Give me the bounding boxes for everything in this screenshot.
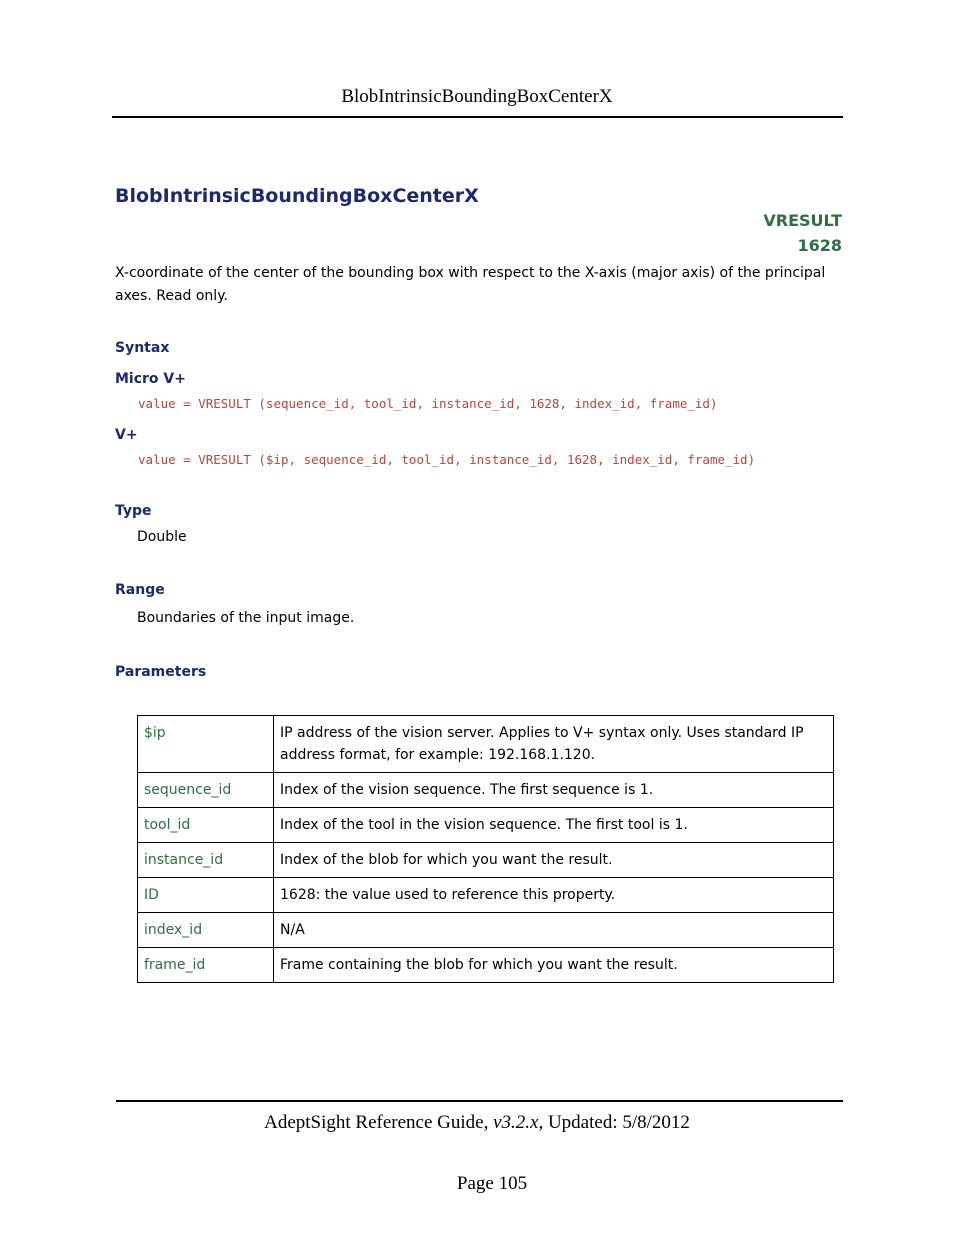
param-desc: Frame containing the blob for which you want the result. bbox=[274, 948, 834, 983]
type-heading: Type bbox=[115, 503, 152, 519]
table-row bbox=[138, 913, 834, 948]
footer-guide: AdeptSight Reference Guide bbox=[264, 1112, 484, 1133]
range-value: Boundaries of the input image. bbox=[137, 610, 355, 626]
param-name: ID bbox=[138, 878, 274, 913]
vplus-code: value = VRESULT ($ip, sequence_id, tool_id, instance_id, 1628, index_id, frame_id) bbox=[138, 452, 756, 467]
footer-version: , v3.2.x bbox=[483, 1112, 539, 1133]
micro-vplus-code: value = VRESULT (sequence_id, tool_id, instance_id, 1628, index_id, frame_id) bbox=[138, 396, 718, 411]
page-title: BlobIntrinsicBoundingBoxCenterX bbox=[115, 185, 479, 207]
header-rule bbox=[112, 116, 843, 118]
param-desc: Index of the tool in the vision sequence. The first tool is 1. bbox=[274, 808, 834, 843]
vresult-block bbox=[763, 208, 842, 258]
param-desc: N/A bbox=[274, 913, 834, 948]
micro-vplus-label: Micro V+ bbox=[115, 371, 186, 387]
vresult-number: 1628 bbox=[797, 236, 842, 255]
range-heading: Range bbox=[115, 582, 165, 598]
table-row bbox=[138, 948, 834, 983]
page-number: Page 105 bbox=[456, 1173, 528, 1194]
syntax-heading: Syntax bbox=[115, 340, 170, 356]
param-name: tool_id bbox=[138, 808, 274, 843]
param-name: instance_id bbox=[138, 843, 274, 878]
param-desc: Index of the vision sequence. The first sequence is 1. bbox=[274, 773, 834, 808]
parameters-table bbox=[137, 715, 834, 983]
param-name: sequence_id bbox=[138, 773, 274, 808]
vplus-label: V+ bbox=[115, 427, 138, 443]
footer-text bbox=[0, 1112, 954, 1134]
param-name: frame_id bbox=[138, 948, 274, 983]
parameters-heading: Parameters bbox=[115, 664, 207, 680]
footer-rule bbox=[116, 1100, 843, 1102]
table-row bbox=[138, 716, 834, 773]
table-row bbox=[138, 843, 834, 878]
vresult-label: VRESULT bbox=[763, 211, 842, 230]
param-name: index_id bbox=[138, 913, 274, 948]
footer-updated: , Updated: 5/8/2012 bbox=[538, 1112, 690, 1133]
table-row bbox=[138, 773, 834, 808]
table-row bbox=[138, 878, 834, 913]
table-row bbox=[138, 808, 834, 843]
param-desc: 1628: the value used to reference this property. bbox=[274, 878, 834, 913]
param-name: $ip bbox=[138, 716, 274, 773]
description: X-coordinate of the center of the bounding box with respect to the X-axis (major axis) of the principal axes. Read only. bbox=[115, 265, 826, 304]
type-value: Double bbox=[137, 529, 187, 545]
running-header: BlobIntrinsicBoundingBoxCenterX bbox=[341, 86, 613, 107]
param-desc: IP address of the vision server. Applies to V+ syntax only. Uses standard IP address format, for example: 192.168.1.120. bbox=[274, 716, 834, 773]
param-desc: Index of the blob for which you want the result. bbox=[274, 843, 834, 878]
